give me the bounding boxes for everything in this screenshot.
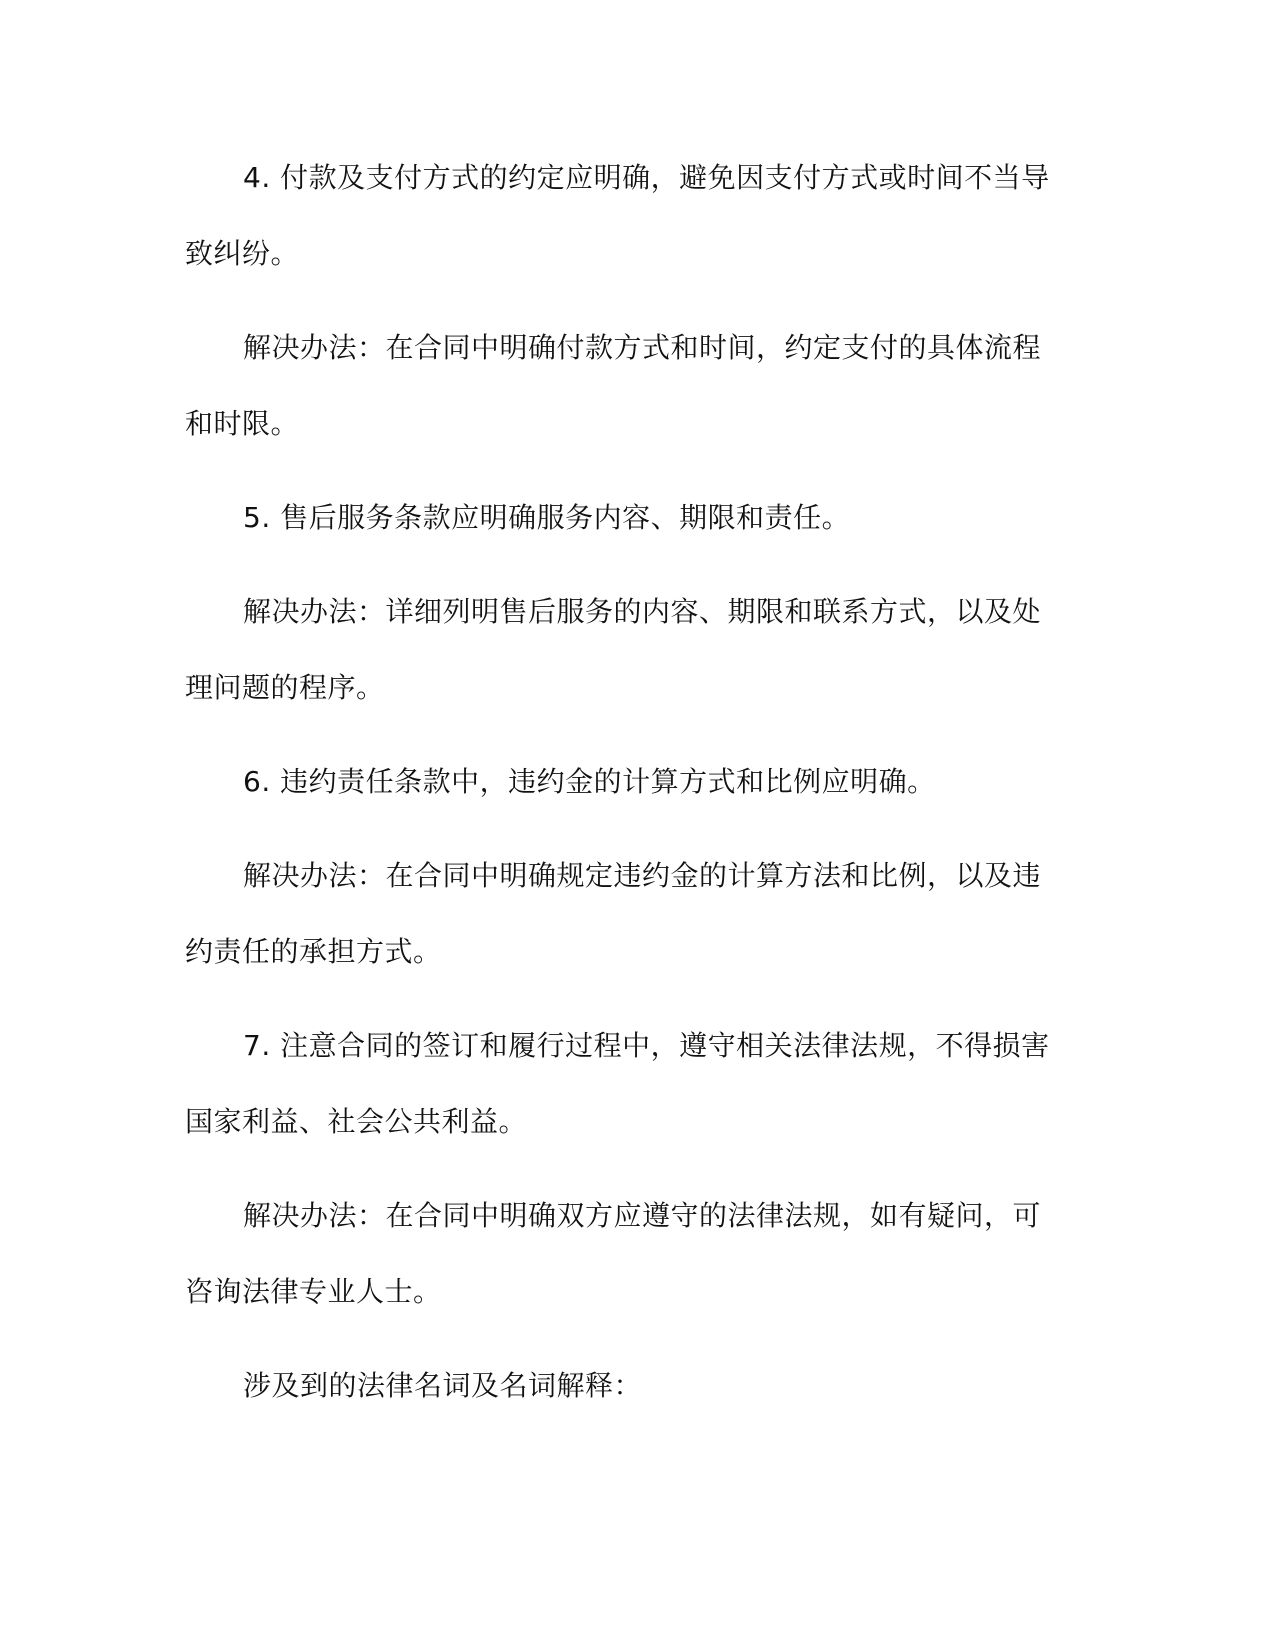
paragraph-solution-6: 解决办法：在合同中明确规定违约金的计算方法和比例，以及违约责任的承担方式。 [185,859,1042,968]
paragraph-item-7: 7. 注意合同的签订和履行过程中，遵守相关法律法规，不得损害国家利益、社会公共利益。 [185,1029,1050,1138]
paragraph-item-5: 5. 售后服务条款应明确服务内容、期限和责任。 [243,501,851,534]
paragraph-item-4: 4. 付款及支付方式的约定应明确，避免因支付方式或时间不当导致纠纷。 [185,161,1050,270]
document-body [185,140,1057,1424]
paragraph-solution-5: 解决办法：详细列明售后服务的内容、期限和联系方式，以及处理问题的程序。 [185,595,1042,704]
paragraph-solution-7: 解决办法：在合同中明确双方应遵守的法律法规，如有疑问，可咨询法律专业人士。 [185,1199,1042,1308]
paragraph-terms-heading: 涉及到的法律名词及名词解释： [243,1369,643,1402]
paragraph-solution-4: 解决办法：在合同中明确付款方式和时间，约定支付的具体流程和时限。 [185,331,1042,440]
paragraph-item-6: 6. 违约责任条款中，违约金的计算方式和比例应明确。 [243,765,936,798]
